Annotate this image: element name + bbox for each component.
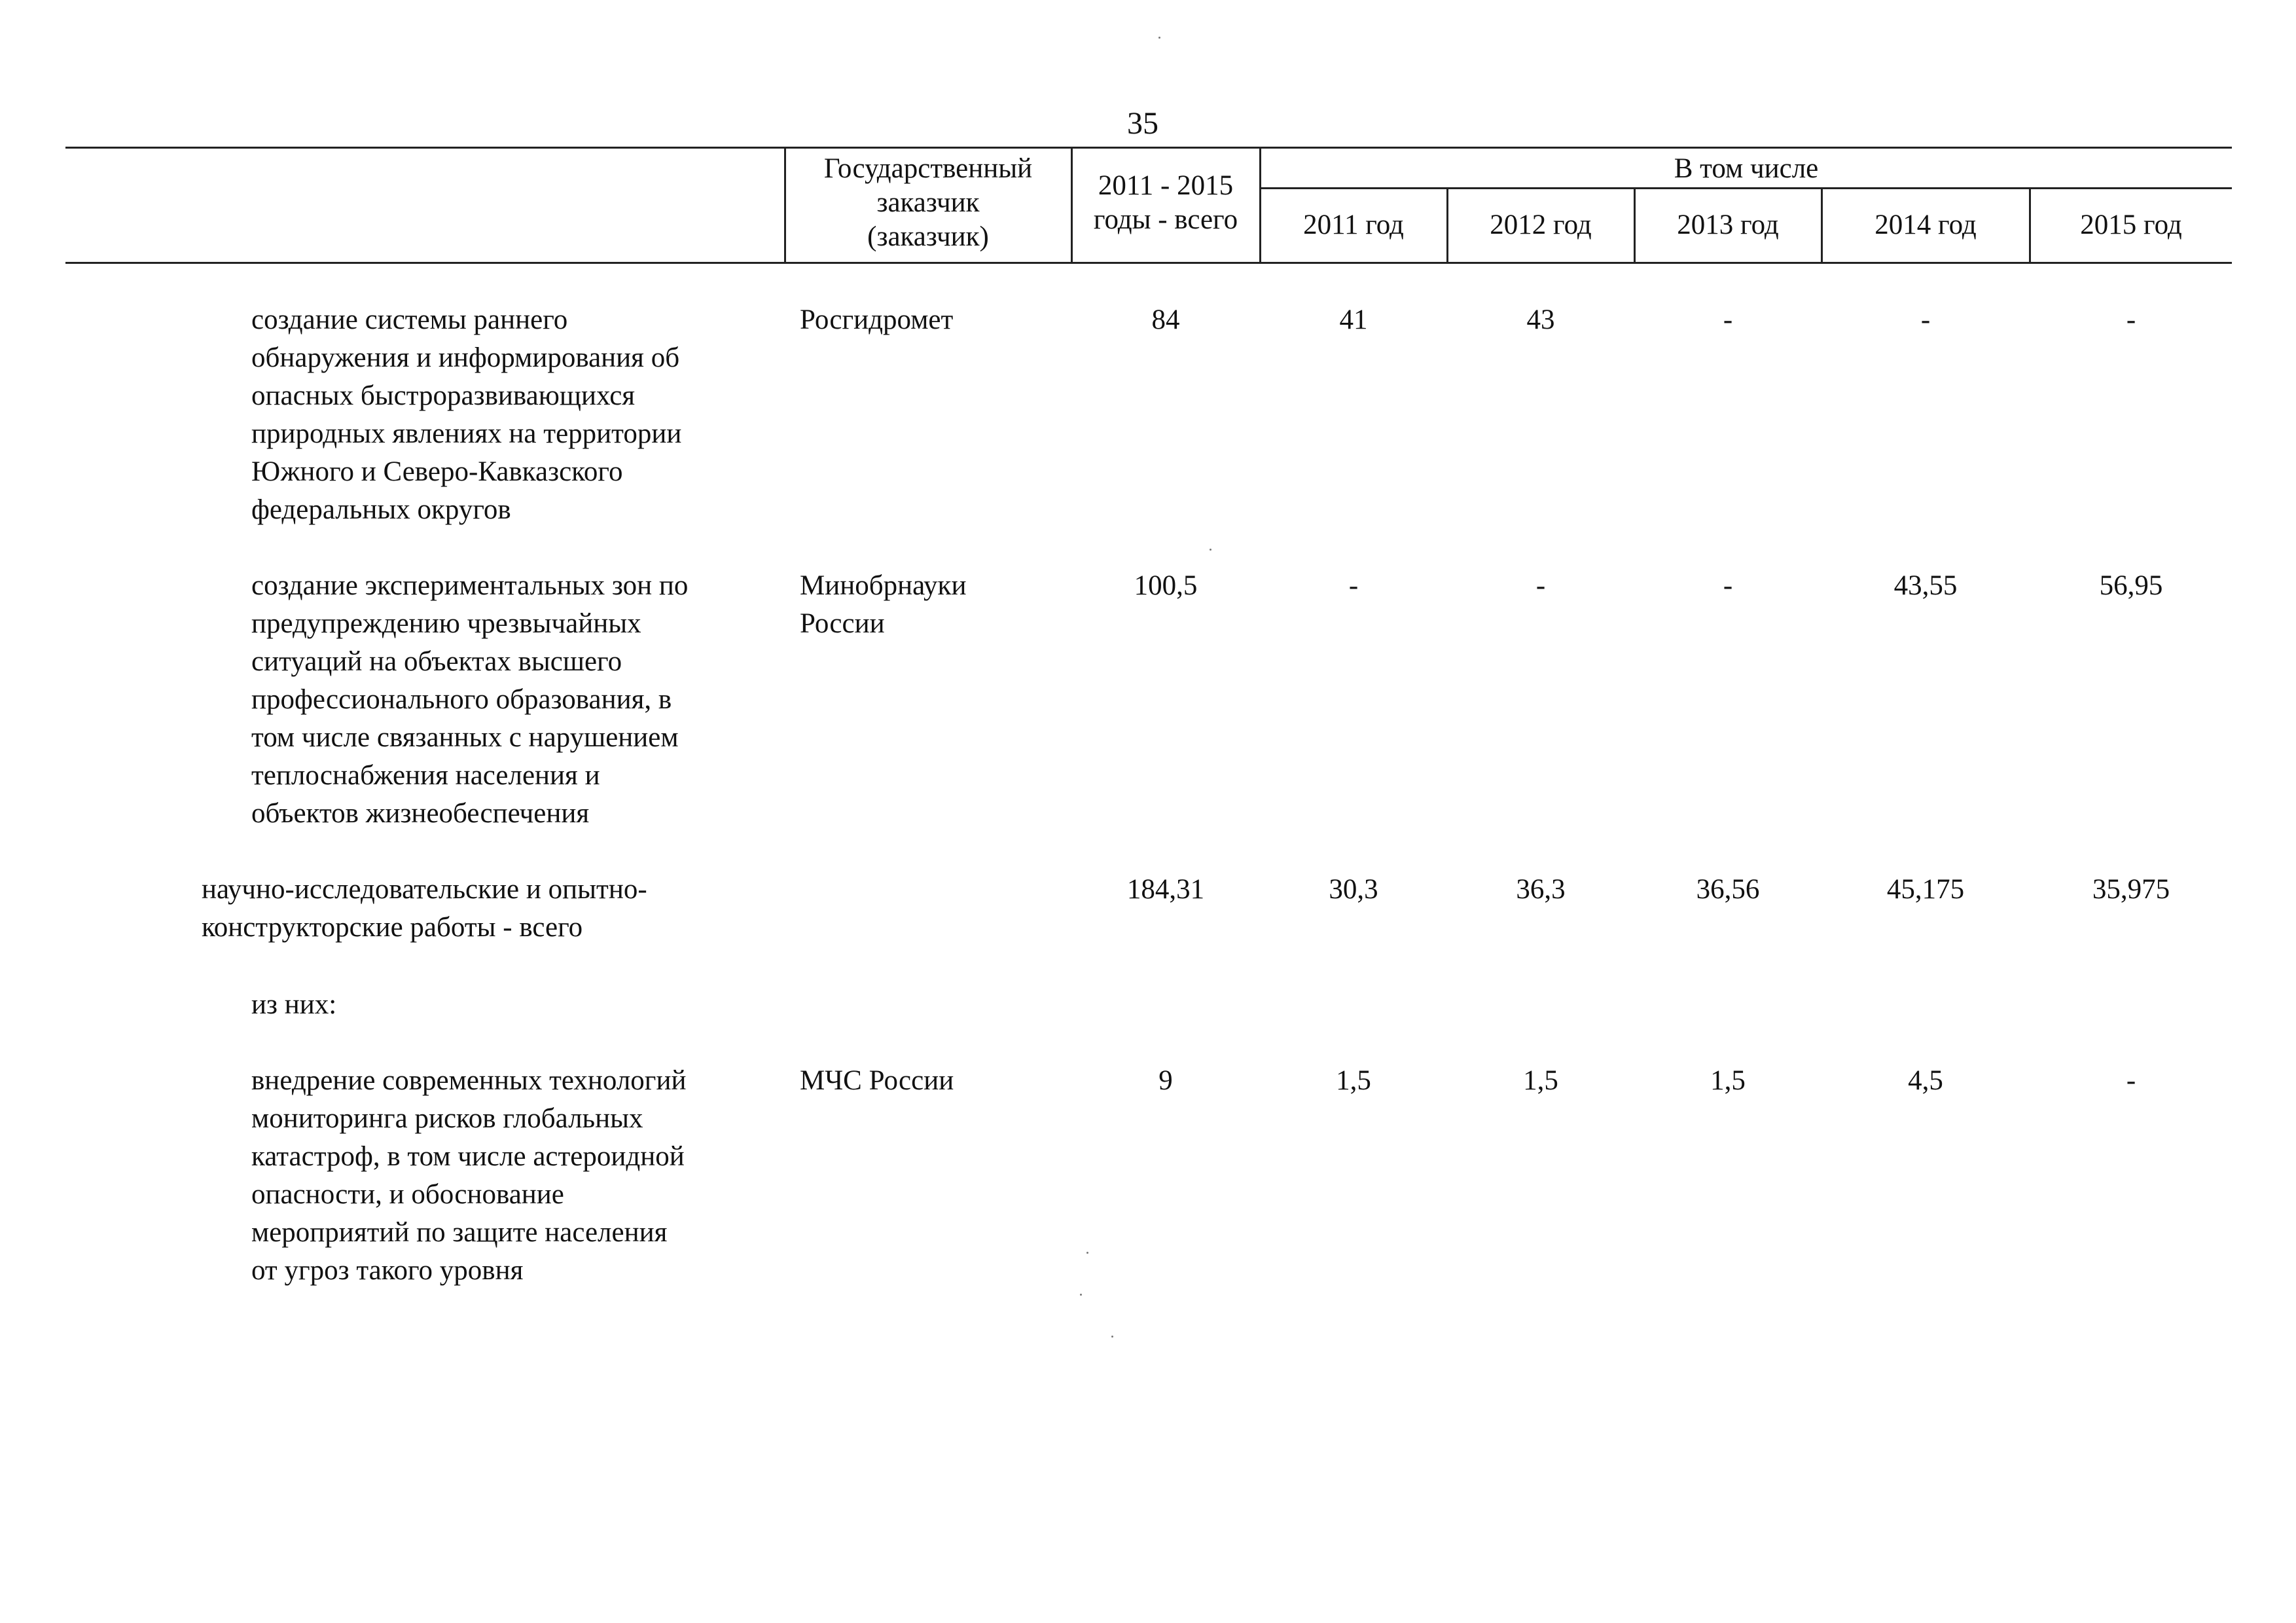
row-total: 84 [1151, 304, 1180, 335]
row-customer [800, 1062, 954, 1100]
row-year-value: 43 [1526, 304, 1555, 335]
row-total: 184,31 [1126, 874, 1205, 905]
header-customer [785, 152, 1071, 254]
row-year-value: - [2126, 304, 2136, 335]
year-header-rule [1261, 187, 2232, 189]
header-year: 2011 год [1303, 210, 1404, 240]
table-row-name [251, 1062, 686, 1290]
header-customer-line: (заказчик) [867, 221, 989, 252]
table-row-name [251, 301, 681, 529]
row-name-line: от угроз такого уровня [251, 1255, 524, 1286]
row-year-value: 1,5 [1523, 1065, 1558, 1096]
row-name-line: создание экспериментальных зон по [251, 570, 689, 601]
row-customer-line: России [800, 608, 885, 639]
row-year-value: 45,175 [1886, 874, 1965, 905]
row-year-value: 36,3 [1516, 874, 1566, 905]
header-including: В том числе [1674, 153, 1819, 184]
row-name-line: катастроф, в том числе астероидной [251, 1141, 685, 1172]
row-name-line: опасности, и обоснование [251, 1179, 564, 1210]
row-customer-line: Минобрнауки [800, 570, 967, 601]
row-name-line: из них: [251, 989, 337, 1020]
row-year-value: - [1920, 304, 1931, 335]
scan-speck [1210, 549, 1211, 551]
row-name-line: том числе связанных с нарушением [251, 722, 679, 753]
row-year-value: - [1723, 304, 1733, 335]
row-year-value: 1,5 [1336, 1065, 1371, 1096]
scan-speck [1111, 1336, 1113, 1338]
page-number: 35 [1127, 106, 1158, 141]
row-customer-line: МЧС России [800, 1065, 954, 1096]
row-year-value: 56,95 [2099, 570, 2163, 601]
row-name-line: Южного и Северо-Кавказского [251, 456, 623, 487]
row-name-line: объектов жизнеобеспечения [251, 798, 590, 829]
row-total: 100,5 [1134, 570, 1198, 601]
row-name-line: теплоснабжения населения и [251, 760, 600, 791]
row-name-line: мероприятий по защите населения [251, 1217, 668, 1248]
row-year-value: 41 [1339, 304, 1368, 335]
row-year-value: 1,5 [1710, 1065, 1746, 1096]
row-year-value: - [1535, 570, 1546, 601]
row-year-value: 36,56 [1696, 874, 1760, 905]
header-customer-line: Государственный [823, 153, 1033, 184]
header-year: 2014 год [1874, 210, 1977, 240]
table-top-rule [65, 147, 2232, 149]
row-name-line: предупреждению чрезвычайных [251, 608, 641, 639]
row-name-line: создание системы раннего [251, 304, 568, 335]
table-row-name [251, 567, 688, 833]
table-row-name [202, 871, 647, 947]
row-name-line: профессионального образования, в [251, 684, 672, 715]
row-name-line: природных явлениях на территории [251, 418, 682, 449]
row-name-line: ситуаций на объектах высшего [251, 646, 622, 677]
header-total-line: 2011 - 2015 [1098, 170, 1234, 201]
scan-speck [1158, 37, 1160, 39]
row-name-line: федеральных округов [251, 494, 511, 525]
row-name-line: опасных быстроразвивающихся [251, 380, 636, 411]
table-row-subheading [251, 986, 336, 1024]
row-year-value: - [2126, 1065, 2136, 1096]
row-total: 9 [1158, 1065, 1173, 1096]
row-name-line: научно-исследовательские и опытно- [202, 874, 647, 905]
row-year-value: - [1723, 570, 1733, 601]
header-year: 2015 год [2080, 210, 2182, 240]
row-year-value: 30,3 [1329, 874, 1378, 905]
row-customer-line: Росгидромет [800, 304, 954, 335]
scan-speck [1086, 1252, 1088, 1254]
row-year-value: 43,55 [1893, 570, 1958, 601]
row-name-line: мониторинга рисков глобальных [251, 1103, 643, 1134]
row-year-value: - [1348, 570, 1359, 601]
header-year: 2012 год [1490, 210, 1592, 240]
scan-speck [1080, 1294, 1082, 1296]
header-customer-line: заказчик [876, 187, 980, 218]
row-name-line: внедрение современных технологий [251, 1065, 687, 1096]
header-total-line: годы - всего [1093, 204, 1238, 235]
row-year-value: 35,975 [2092, 874, 2170, 905]
row-name-line: конструкторские работы - всего [202, 912, 583, 943]
row-name-line: обнаружения и информирования об [251, 342, 680, 373]
row-year-value: 4,5 [1908, 1065, 1943, 1096]
header-total [1072, 169, 1259, 237]
row-customer [800, 567, 966, 643]
header-year: 2013 год [1677, 210, 1779, 240]
row-customer [800, 301, 953, 339]
table-header-bottom-rule [65, 262, 2232, 264]
